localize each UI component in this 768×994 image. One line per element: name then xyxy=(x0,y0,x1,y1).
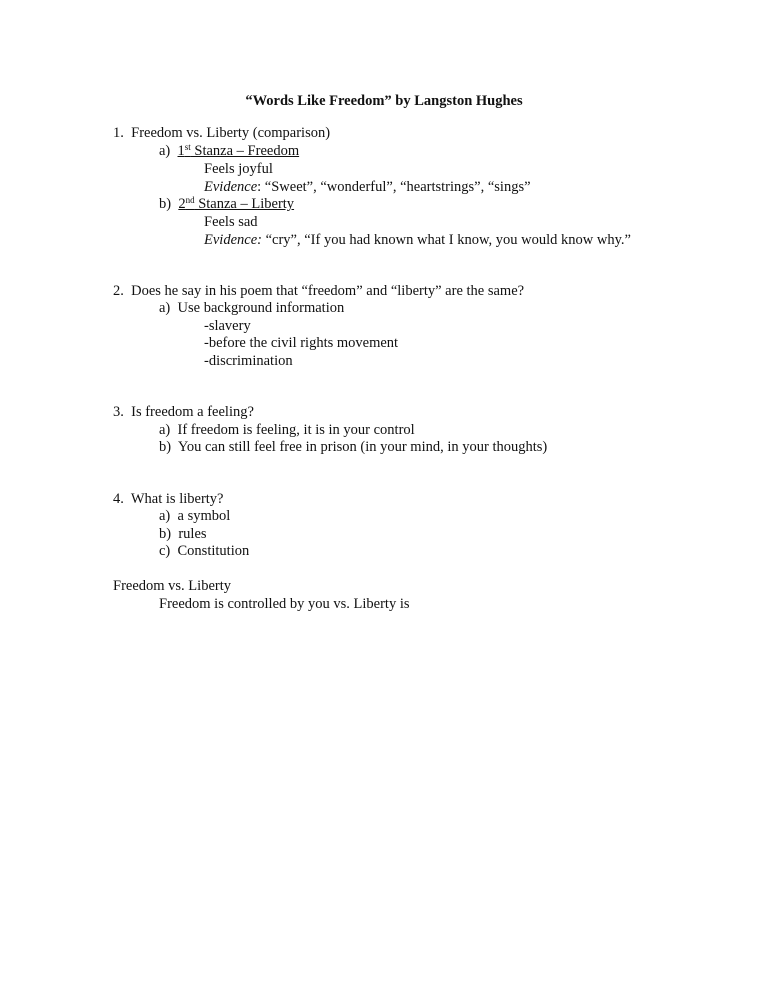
stanza-ordinal: nd xyxy=(185,195,195,205)
question-number: 4. xyxy=(113,491,124,507)
question-text: What is liberty? xyxy=(130,491,224,507)
item-text: rules xyxy=(178,526,207,542)
question-text: Does he say in his poem that “freedom” and “liberty” are the same? xyxy=(131,283,525,299)
q1-item-a xyxy=(159,142,299,160)
q2-sub-item: -discrimination xyxy=(204,353,293,369)
item-text: You can still feel free in prison (in your mind, in your thoughts) xyxy=(177,439,548,455)
question-text: Freedom vs. Liberty (comparison) xyxy=(131,125,331,141)
question-1 xyxy=(113,124,330,142)
stanza-number: 2 xyxy=(178,196,186,212)
item-text: If freedom is feeling, it is in your control xyxy=(177,422,415,438)
stanza-label: Stanza – Freedom xyxy=(190,143,300,159)
q1-item-b xyxy=(159,195,294,213)
item-marker: a) xyxy=(159,143,171,159)
evidence-label: Evidence xyxy=(204,179,258,195)
q2-sub-item: -slavery xyxy=(204,318,251,334)
item-marker: a) xyxy=(159,508,171,524)
stanza-label: Stanza – Liberty xyxy=(194,196,295,212)
stanza-number: 1 xyxy=(177,143,185,159)
stanza-heading xyxy=(178,196,294,212)
item-marker: b) xyxy=(159,439,172,455)
summary-text: Freedom is controlled by you vs. Liberty is xyxy=(159,596,410,612)
evidence-text: “cry”, “If you had known what I know, you would know why.” xyxy=(261,232,631,248)
question-text: Is freedom a feeling? xyxy=(131,404,254,420)
item-text: Use background information xyxy=(177,300,345,316)
q4-item-a xyxy=(159,507,230,525)
item-marker: c) xyxy=(159,543,171,559)
q3-item-a xyxy=(159,421,415,439)
page-title: “Words Like Freedom” by Langston Hughes xyxy=(245,93,523,109)
item-text: Constitution xyxy=(177,543,250,559)
stanza-heading xyxy=(178,143,300,159)
item-text: a symbol xyxy=(177,508,231,524)
q1-a-feeling: Feels joyful xyxy=(204,161,273,177)
item-marker: a) xyxy=(159,300,171,316)
item-marker: b) xyxy=(159,196,172,212)
q1-a-evidence xyxy=(204,178,531,196)
q2-item-a xyxy=(159,299,344,317)
evidence-text: : “Sweet”, “wonderful”, “heartstrings”, “sings” xyxy=(257,179,531,195)
question-4 xyxy=(113,490,223,508)
question-3 xyxy=(113,403,254,421)
question-number: 2. xyxy=(113,283,124,299)
question-2 xyxy=(113,282,524,300)
item-marker: b) xyxy=(159,526,172,542)
q2-sub-item: -before the civil rights movement xyxy=(204,335,399,351)
q1-b-feeling: Feels sad xyxy=(204,214,258,230)
q1-b-evidence xyxy=(204,231,631,249)
q4-item-b xyxy=(159,525,207,543)
question-number: 3. xyxy=(113,404,124,420)
summary-heading: Freedom vs. Liberty xyxy=(113,578,231,594)
stanza-ordinal: st xyxy=(184,142,191,152)
item-marker: a) xyxy=(159,422,171,438)
question-number: 1. xyxy=(113,125,124,141)
q3-item-b xyxy=(159,438,547,456)
q4-item-c xyxy=(159,542,249,560)
evidence-label: Evidence: xyxy=(204,232,262,248)
